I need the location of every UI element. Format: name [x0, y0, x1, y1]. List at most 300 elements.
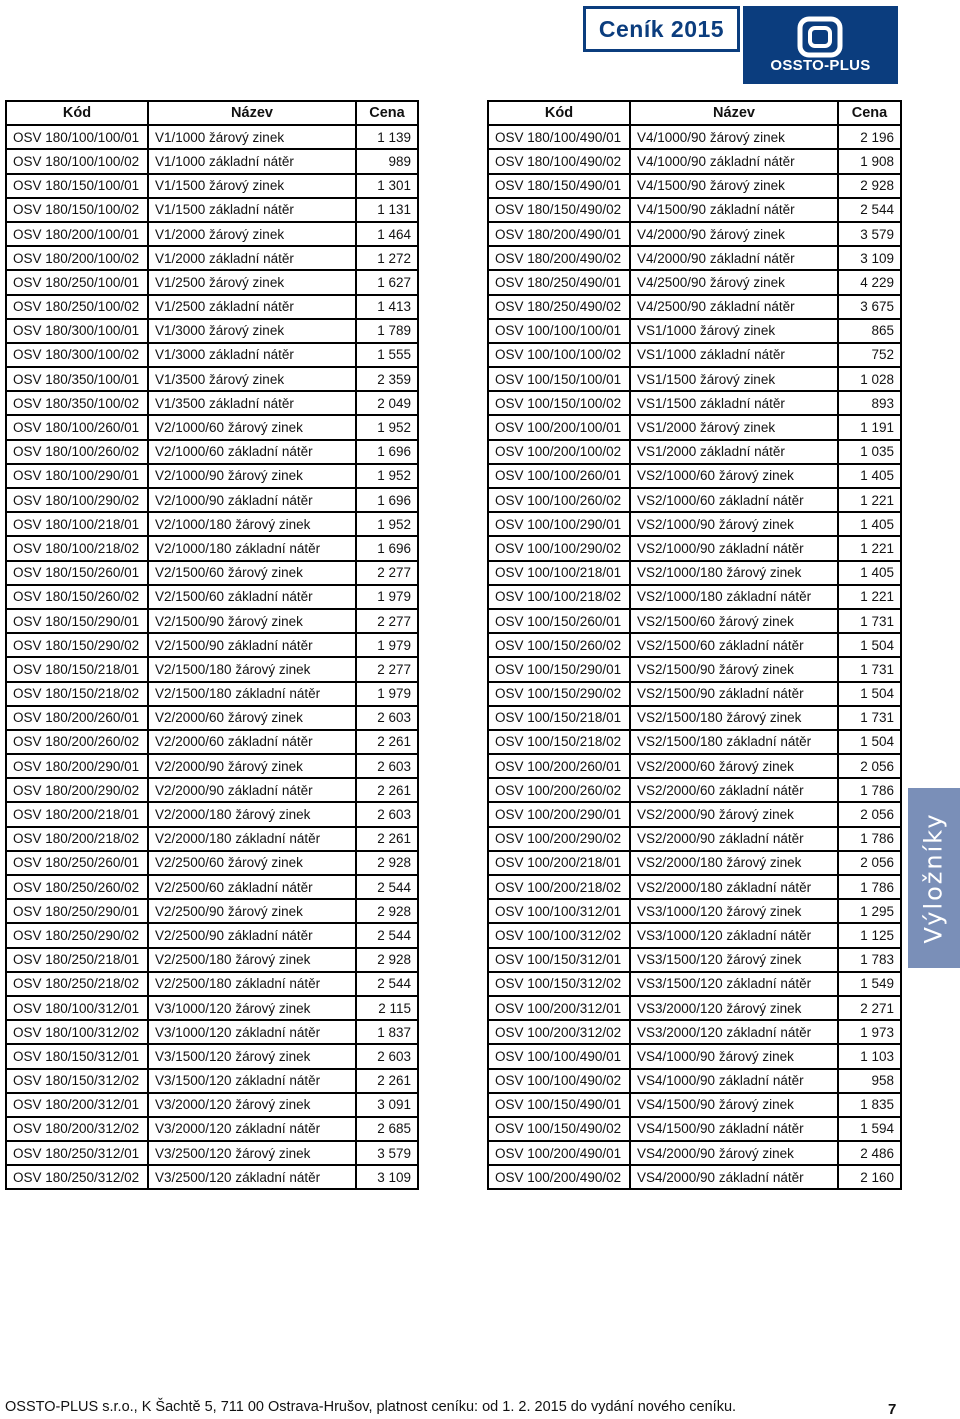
cell-code: OSV 180/200/260/02 — [6, 730, 148, 754]
cell-price: 1 504 — [838, 682, 901, 706]
table-row — [488, 1117, 901, 1141]
table-row — [6, 609, 418, 633]
table-row — [488, 899, 901, 923]
cell-price: 2 196 — [838, 125, 901, 149]
cell-code: OSV 180/150/100/02 — [6, 198, 148, 222]
table-row — [6, 295, 418, 319]
cell-price: 3 579 — [838, 222, 901, 246]
table-row — [6, 222, 418, 246]
cell-name: VS2/2000/90 žárový zinek — [630, 802, 838, 826]
table-row — [488, 1020, 901, 1044]
table-row — [488, 174, 901, 198]
table-row — [488, 1069, 901, 1093]
cell-code: OSV 100/150/312/02 — [488, 972, 630, 996]
cell-code: OSV 180/100/290/02 — [6, 488, 148, 512]
cell-name: V2/1500/90 žárový zinek — [148, 609, 356, 633]
table-row — [6, 440, 418, 464]
cell-code: OSV 100/200/218/02 — [488, 875, 630, 899]
cell-name: VS4/1000/90 základní nátěr — [630, 1069, 838, 1093]
table-row — [6, 1141, 418, 1165]
table-row — [488, 657, 901, 681]
cell-price: 1 786 — [838, 778, 901, 802]
table-row — [488, 802, 901, 826]
cell-name: VS3/1000/120 základní nátěr — [630, 923, 838, 947]
column-header-price: Cena — [356, 101, 418, 125]
cell-code: OSV 180/150/490/02 — [488, 198, 630, 222]
cell-code: OSV 180/300/100/01 — [6, 319, 148, 343]
column-header-name: Název — [148, 101, 356, 125]
cell-price: 1 221 — [838, 585, 901, 609]
table-row — [6, 657, 418, 681]
table-row — [488, 682, 901, 706]
cell-code: OSV 180/250/218/01 — [6, 948, 148, 972]
cell-price: 2 603 — [356, 802, 418, 826]
cell-price: 1 131 — [356, 198, 418, 222]
cell-price: 2 928 — [356, 899, 418, 923]
cell-name: V1/1500 žárový zinek — [148, 174, 356, 198]
cell-code: OSV 100/100/218/02 — [488, 585, 630, 609]
cell-name: V2/1500/180 žárový zinek — [148, 657, 356, 681]
cell-code: OSV 180/250/218/02 — [6, 972, 148, 996]
cell-price: 1 405 — [838, 464, 901, 488]
cell-code: OSV 180/150/260/02 — [6, 585, 148, 609]
cell-price: 989 — [356, 149, 418, 173]
cell-code: OSV 100/100/100/01 — [488, 319, 630, 343]
column-header-name: Název — [630, 101, 838, 125]
section-side-tab — [908, 788, 960, 968]
cell-name: V3/2500/120 žárový zinek — [148, 1141, 356, 1165]
cell-price: 1 295 — [838, 899, 901, 923]
cell-name: VS2/1500/90 žárový zinek — [630, 657, 838, 681]
cell-code: OSV 100/200/312/01 — [488, 996, 630, 1020]
cell-price: 1 786 — [838, 827, 901, 851]
cell-price: 1 789 — [356, 319, 418, 343]
cell-price: 2 261 — [356, 730, 418, 754]
cell-code: OSV 100/150/100/01 — [488, 367, 630, 391]
table-row — [6, 851, 418, 875]
cell-price: 2 544 — [356, 972, 418, 996]
table-row — [488, 367, 901, 391]
cell-price: 1 139 — [356, 125, 418, 149]
table-row — [6, 730, 418, 754]
column-header-price: Cena — [838, 101, 901, 125]
cell-price: 1 191 — [838, 415, 901, 439]
cell-name: V4/1500/90 základní nátěr — [630, 198, 838, 222]
cell-code: OSV 100/200/290/01 — [488, 802, 630, 826]
cell-price: 958 — [838, 1069, 901, 1093]
cell-price: 2 277 — [356, 657, 418, 681]
table-row — [488, 125, 901, 149]
cell-price: 1 731 — [838, 609, 901, 633]
table-row — [6, 682, 418, 706]
cell-name: VS2/1000/90 žárový zinek — [630, 512, 838, 536]
cell-price: 2 261 — [356, 1069, 418, 1093]
cell-name: V2/2500/90 základní nátěr — [148, 923, 356, 947]
cell-price: 2 486 — [838, 1141, 901, 1165]
cell-code: OSV 180/200/100/01 — [6, 222, 148, 246]
cell-code: OSV 100/100/490/02 — [488, 1069, 630, 1093]
table-row — [6, 391, 418, 415]
table-row — [6, 125, 418, 149]
table-row — [488, 464, 901, 488]
cell-price: 1 594 — [838, 1117, 901, 1141]
cell-name: V4/2000/90 žárový zinek — [630, 222, 838, 246]
cell-name: VS3/1500/120 základní nátěr — [630, 972, 838, 996]
cell-name: VS2/2000/60 žárový zinek — [630, 754, 838, 778]
table-row — [6, 319, 418, 343]
cell-name: V1/3000 žárový zinek — [148, 319, 356, 343]
cell-name: V1/2000 základní nátěr — [148, 246, 356, 270]
cell-code: OSV 180/250/312/01 — [6, 1141, 148, 1165]
cell-name: VS2/1000/90 základní nátěr — [630, 536, 838, 560]
cell-price: 1 103 — [838, 1044, 901, 1068]
page-number: 7 — [888, 1401, 897, 1418]
cell-price: 1 731 — [838, 657, 901, 681]
cell-code: OSV 180/250/490/01 — [488, 270, 630, 294]
cell-price: 865 — [838, 319, 901, 343]
table-row — [6, 246, 418, 270]
cell-price: 1 464 — [356, 222, 418, 246]
cell-price: 3 109 — [838, 246, 901, 270]
table-row — [6, 923, 418, 947]
cell-code: OSV 100/100/312/01 — [488, 899, 630, 923]
cell-price: 2 685 — [356, 1117, 418, 1141]
cell-code: OSV 100/150/312/01 — [488, 948, 630, 972]
cell-code: OSV 100/150/260/01 — [488, 609, 630, 633]
cell-code: OSV 180/150/290/01 — [6, 609, 148, 633]
cell-name: VS3/1500/120 žárový zinek — [630, 948, 838, 972]
cell-name: VS1/1500 základní nátěr — [630, 391, 838, 415]
cell-code: OSV 100/200/490/01 — [488, 1141, 630, 1165]
table-row — [488, 923, 901, 947]
cell-name: V3/1500/120 žárový zinek — [148, 1044, 356, 1068]
page-title-text: Ceník 2015 — [598, 15, 725, 42]
cell-code: OSV 100/150/100/02 — [488, 391, 630, 415]
cell-code: OSV 180/250/100/02 — [6, 295, 148, 319]
table-row — [488, 246, 901, 270]
table-row — [488, 440, 901, 464]
cell-name: V1/3500 základní nátěr — [148, 391, 356, 415]
table-row — [488, 827, 901, 851]
cell-name: V1/1000 základní nátěr — [148, 149, 356, 173]
cell-price: 1 035 — [838, 440, 901, 464]
cell-price: 3 675 — [838, 295, 901, 319]
table-row — [488, 875, 901, 899]
cell-price: 2 277 — [356, 609, 418, 633]
cell-name: VS2/1000/60 žárový zinek — [630, 464, 838, 488]
cell-code: OSV 180/200/218/02 — [6, 827, 148, 851]
table-row — [488, 295, 901, 319]
cell-price: 1 221 — [838, 488, 901, 512]
table-row — [6, 899, 418, 923]
footer-text: OSSTO-PLUS s.r.o., K Šachtě 5, 711 00 Ostrava-Hrušov, platnost ceníku: od 1. 2. 2015 do vydání nového ceníku. — [5, 1399, 737, 1415]
cell-price: 2 928 — [356, 948, 418, 972]
cell-code: OSV 100/100/490/01 — [488, 1044, 630, 1068]
cell-name: V1/3500 žárový zinek — [148, 367, 356, 391]
table-row — [488, 633, 901, 657]
table-row — [6, 464, 418, 488]
cell-price: 1 837 — [356, 1020, 418, 1044]
table-row — [6, 972, 418, 996]
cell-price: 1 125 — [838, 923, 901, 947]
cell-name: V2/2000/60 základní nátěr — [148, 730, 356, 754]
cell-code: OSV 180/200/260/01 — [6, 706, 148, 730]
cell-code: OSV 180/100/100/02 — [6, 149, 148, 173]
cell-name: VS1/1500 žárový zinek — [630, 367, 838, 391]
price-table-left — [5, 100, 419, 1190]
cell-code: OSV 180/250/260/01 — [6, 851, 148, 875]
cell-code: OSV 100/100/290/02 — [488, 536, 630, 560]
table-row — [6, 1117, 418, 1141]
table-row — [488, 1165, 901, 1189]
price-table-right — [487, 100, 902, 1190]
table-row — [6, 415, 418, 439]
table-row — [6, 343, 418, 367]
cell-price: 2 928 — [838, 174, 901, 198]
cell-name: V2/2000/90 základní nátěr — [148, 778, 356, 802]
cell-name: VS4/1500/90 základní nátěr — [630, 1117, 838, 1141]
table-row — [488, 270, 901, 294]
table-header-row — [6, 101, 418, 125]
cell-price: 1 786 — [838, 875, 901, 899]
cell-price: 1 627 — [356, 270, 418, 294]
cell-name: V1/2500 žárový zinek — [148, 270, 356, 294]
cell-name: VS2/1500/60 žárový zinek — [630, 609, 838, 633]
cell-code: OSV 180/200/312/01 — [6, 1093, 148, 1117]
table-row — [6, 488, 418, 512]
cell-name: V2/1500/60 základní nátěr — [148, 585, 356, 609]
cell-price: 1 405 — [838, 561, 901, 585]
cell-name: VS2/2000/180 základní nátěr — [630, 875, 838, 899]
cell-price: 2 115 — [356, 996, 418, 1020]
cell-code: OSV 180/300/100/02 — [6, 343, 148, 367]
table-row — [488, 198, 901, 222]
cell-code: OSV 180/250/290/02 — [6, 923, 148, 947]
cell-price: 1 413 — [356, 295, 418, 319]
table-row — [6, 174, 418, 198]
cell-price: 2 603 — [356, 754, 418, 778]
cell-name: V3/2500/120 základní nátěr — [148, 1165, 356, 1189]
cell-code: OSV 180/150/260/01 — [6, 561, 148, 585]
cell-name: V2/1000/90 základní nátěr — [148, 488, 356, 512]
cell-name: V4/2500/90 základní nátěr — [630, 295, 838, 319]
cell-price: 3 091 — [356, 1093, 418, 1117]
cell-name: VS1/1000 základní nátěr — [630, 343, 838, 367]
cell-code: OSV 180/350/100/02 — [6, 391, 148, 415]
table-row — [6, 706, 418, 730]
table-row — [488, 415, 901, 439]
table-row — [488, 488, 901, 512]
cell-code: OSV 100/150/260/02 — [488, 633, 630, 657]
cell-name: V1/3000 základní nátěr — [148, 343, 356, 367]
cell-name: VS4/1000/90 žárový zinek — [630, 1044, 838, 1068]
cell-code: OSV 100/100/260/02 — [488, 488, 630, 512]
cell-code: OSV 100/100/260/01 — [488, 464, 630, 488]
cell-price: 1 028 — [838, 367, 901, 391]
cell-code: OSV 100/200/312/02 — [488, 1020, 630, 1044]
cell-price: 2 261 — [356, 827, 418, 851]
cell-code: OSV 100/200/490/02 — [488, 1165, 630, 1189]
table-row — [6, 802, 418, 826]
cell-code: OSV 180/100/218/01 — [6, 512, 148, 536]
cell-price: 2 603 — [356, 706, 418, 730]
cell-price: 1 908 — [838, 149, 901, 173]
cell-code: OSV 180/250/100/01 — [6, 270, 148, 294]
cell-name: VS2/1000/180 základní nátěr — [630, 585, 838, 609]
cell-name: V2/2500/60 žárový zinek — [148, 851, 356, 875]
cell-code: OSV 100/200/260/02 — [488, 778, 630, 802]
cell-code: OSV 180/100/312/01 — [6, 996, 148, 1020]
cell-price: 2 056 — [838, 802, 901, 826]
table-row — [6, 149, 418, 173]
cell-name: VS4/2000/90 žárový zinek — [630, 1141, 838, 1165]
table-row — [488, 948, 901, 972]
logo-text: OSSTO-PLUS — [770, 57, 871, 74]
cell-code: OSV 100/150/218/01 — [488, 706, 630, 730]
table-row — [6, 996, 418, 1020]
cell-name: VS3/1000/120 žárový zinek — [630, 899, 838, 923]
cell-code: OSV 100/100/312/02 — [488, 923, 630, 947]
cell-code: OSV 100/100/290/01 — [488, 512, 630, 536]
cell-name: VS2/2000/60 základní nátěr — [630, 778, 838, 802]
cell-code: OSV 100/200/260/01 — [488, 754, 630, 778]
cell-code: OSV 100/200/100/02 — [488, 440, 630, 464]
cell-code: OSV 100/150/290/02 — [488, 682, 630, 706]
cell-code: OSV 180/100/100/01 — [6, 125, 148, 149]
cell-code: OSV 180/100/260/02 — [6, 440, 148, 464]
table-row — [488, 778, 901, 802]
cell-name: V3/1000/120 základní nátěr — [148, 1020, 356, 1044]
table-row — [488, 536, 901, 560]
cell-price: 2 277 — [356, 561, 418, 585]
cell-code: OSV 100/200/290/02 — [488, 827, 630, 851]
cell-price: 2 049 — [356, 391, 418, 415]
cell-price: 1 696 — [356, 440, 418, 464]
table-row — [488, 1093, 901, 1117]
table-row — [6, 561, 418, 585]
cell-code: OSV 180/250/490/02 — [488, 295, 630, 319]
cell-name: V4/2000/90 základní nátěr — [630, 246, 838, 270]
cell-price: 752 — [838, 343, 901, 367]
cell-price: 2 056 — [838, 754, 901, 778]
cell-name: V2/2000/180 žárový zinek — [148, 802, 356, 826]
cell-code: OSV 100/200/218/01 — [488, 851, 630, 875]
cell-price: 3 109 — [356, 1165, 418, 1189]
table-row — [488, 149, 901, 173]
cell-price: 1 835 — [838, 1093, 901, 1117]
table-row — [488, 972, 901, 996]
cell-name: V4/1500/90 žárový zinek — [630, 174, 838, 198]
table-row — [6, 367, 418, 391]
cell-price: 1 979 — [356, 585, 418, 609]
table-row — [488, 222, 901, 246]
cell-code: OSV 180/100/490/01 — [488, 125, 630, 149]
cell-name: V2/1000/60 žárový zinek — [148, 415, 356, 439]
cell-code: OSV 180/250/260/02 — [6, 875, 148, 899]
cell-name: V2/2500/180 žárový zinek — [148, 948, 356, 972]
cell-name: VS1/2000 žárový zinek — [630, 415, 838, 439]
cell-code: OSV 180/100/290/01 — [6, 464, 148, 488]
cell-name: V2/2500/180 základní nátěr — [148, 972, 356, 996]
cell-name: VS2/1000/60 základní nátěr — [630, 488, 838, 512]
cell-code: OSV 180/150/218/02 — [6, 682, 148, 706]
table-row — [6, 778, 418, 802]
cell-name: VS4/1500/90 žárový zinek — [630, 1093, 838, 1117]
cell-name: V1/1000 žárový zinek — [148, 125, 356, 149]
cell-name: VS1/2000 základní nátěr — [630, 440, 838, 464]
cell-code: OSV 180/150/100/01 — [6, 174, 148, 198]
table-row — [488, 343, 901, 367]
cell-price: 2 544 — [356, 923, 418, 947]
cell-name: V2/2500/90 žárový zinek — [148, 899, 356, 923]
table-row — [488, 391, 901, 415]
cell-name: V2/1000/180 základní nátěr — [148, 536, 356, 560]
section-side-tab-label: Výložníky — [920, 812, 948, 944]
table-row — [488, 730, 901, 754]
cell-code: OSV 180/150/312/02 — [6, 1069, 148, 1093]
cell-name: VS3/2000/120 žárový zinek — [630, 996, 838, 1020]
table-row — [488, 609, 901, 633]
cell-code: OSV 100/150/490/02 — [488, 1117, 630, 1141]
cell-price: 4 229 — [838, 270, 901, 294]
cell-name: V2/1500/90 základní nátěr — [148, 633, 356, 657]
cell-code: OSV 180/100/218/02 — [6, 536, 148, 560]
table-row — [6, 536, 418, 560]
cell-name: V2/1000/60 základní nátěr — [148, 440, 356, 464]
cell-code: OSV 180/200/312/02 — [6, 1117, 148, 1141]
cell-price: 1 952 — [356, 464, 418, 488]
cell-price: 3 579 — [356, 1141, 418, 1165]
cell-name: V2/1000/90 žárový zinek — [148, 464, 356, 488]
cell-price: 2 359 — [356, 367, 418, 391]
cell-name: V4/1000/90 žárový zinek — [630, 125, 838, 149]
cell-name: V2/2000/180 základní nátěr — [148, 827, 356, 851]
cell-price: 2 160 — [838, 1165, 901, 1189]
cell-name: V1/2500 základní nátěr — [148, 295, 356, 319]
cell-price: 1 549 — [838, 972, 901, 996]
cell-name: VS4/2000/90 základní nátěr — [630, 1165, 838, 1189]
cell-code: OSV 180/150/290/02 — [6, 633, 148, 657]
cell-code: OSV 180/200/490/02 — [488, 246, 630, 270]
cell-code: OSV 180/200/290/01 — [6, 754, 148, 778]
cell-code: OSV 180/150/312/01 — [6, 1044, 148, 1068]
table-row — [488, 319, 901, 343]
table-row — [6, 198, 418, 222]
cell-price: 1 504 — [838, 633, 901, 657]
cell-name: VS2/2000/180 žárový zinek — [630, 851, 838, 875]
cell-name: VS3/2000/120 základní nátěr — [630, 1020, 838, 1044]
cell-name: VS2/1500/90 základní nátěr — [630, 682, 838, 706]
cell-code: OSV 180/200/100/02 — [6, 246, 148, 270]
table-row — [6, 1044, 418, 1068]
cell-code: OSV 100/200/100/01 — [488, 415, 630, 439]
table-row — [488, 851, 901, 875]
cell-name: VS1/1000 žárový zinek — [630, 319, 838, 343]
cell-name: VS2/1500/60 základní nátěr — [630, 633, 838, 657]
cell-price: 2 544 — [356, 875, 418, 899]
table-row — [6, 1165, 418, 1189]
cell-price: 1 973 — [838, 1020, 901, 1044]
table-row — [488, 512, 901, 536]
cell-name: V3/2000/120 základní nátěr — [148, 1117, 356, 1141]
table-row — [488, 1141, 901, 1165]
cell-name: VS2/1500/180 základní nátěr — [630, 730, 838, 754]
cell-code: OSV 180/200/218/01 — [6, 802, 148, 826]
cell-price: 2 603 — [356, 1044, 418, 1068]
cell-name: V2/1000/180 žárový zinek — [148, 512, 356, 536]
cell-price: 2 928 — [356, 851, 418, 875]
cell-code: OSV 100/100/218/01 — [488, 561, 630, 585]
